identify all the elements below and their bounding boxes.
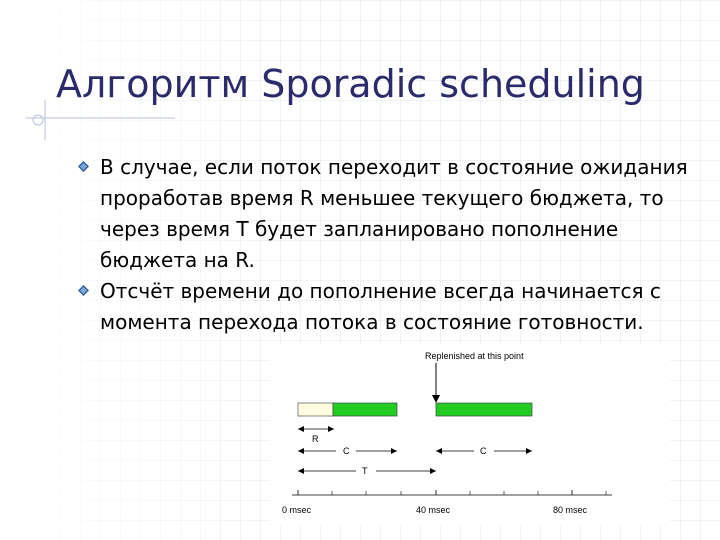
t-label: T bbox=[362, 466, 368, 476]
sporadic-timeline-diagram bbox=[270, 345, 670, 525]
tick-label-80: 80 msec bbox=[553, 505, 588, 515]
budget-bar-2 bbox=[436, 403, 532, 416]
budget-used-bar bbox=[298, 403, 333, 416]
bullet-text-1: В случае, если поток переходит в состояние ожидания проработав время R меньшее текущего бюджета, то через время T будет запланировано пополнение бюджета на R. bbox=[100, 155, 688, 272]
diamond-bullet-icon bbox=[78, 285, 89, 296]
diamond-bullet-icon bbox=[78, 161, 89, 172]
tick-label-40: 40 msec bbox=[416, 505, 451, 515]
budget-bar-1 bbox=[333, 403, 397, 416]
bullet-list bbox=[78, 152, 698, 338]
bullet-text-2: Отсчёт времени до пополнение всегда начинается с момента перехода потока в состояние готовности. bbox=[100, 279, 661, 334]
c-label-2: C bbox=[480, 446, 487, 456]
c-label-1: C bbox=[343, 446, 350, 456]
r-label: R bbox=[312, 434, 319, 444]
tick-label-0: 0 msec bbox=[282, 505, 312, 515]
bullet-item-1 bbox=[78, 152, 698, 276]
bullet-item-2 bbox=[78, 276, 698, 338]
replenished-label: Replenished at this point bbox=[425, 351, 524, 361]
slide-title: Алгоритм Sporadic scheduling bbox=[56, 62, 645, 106]
